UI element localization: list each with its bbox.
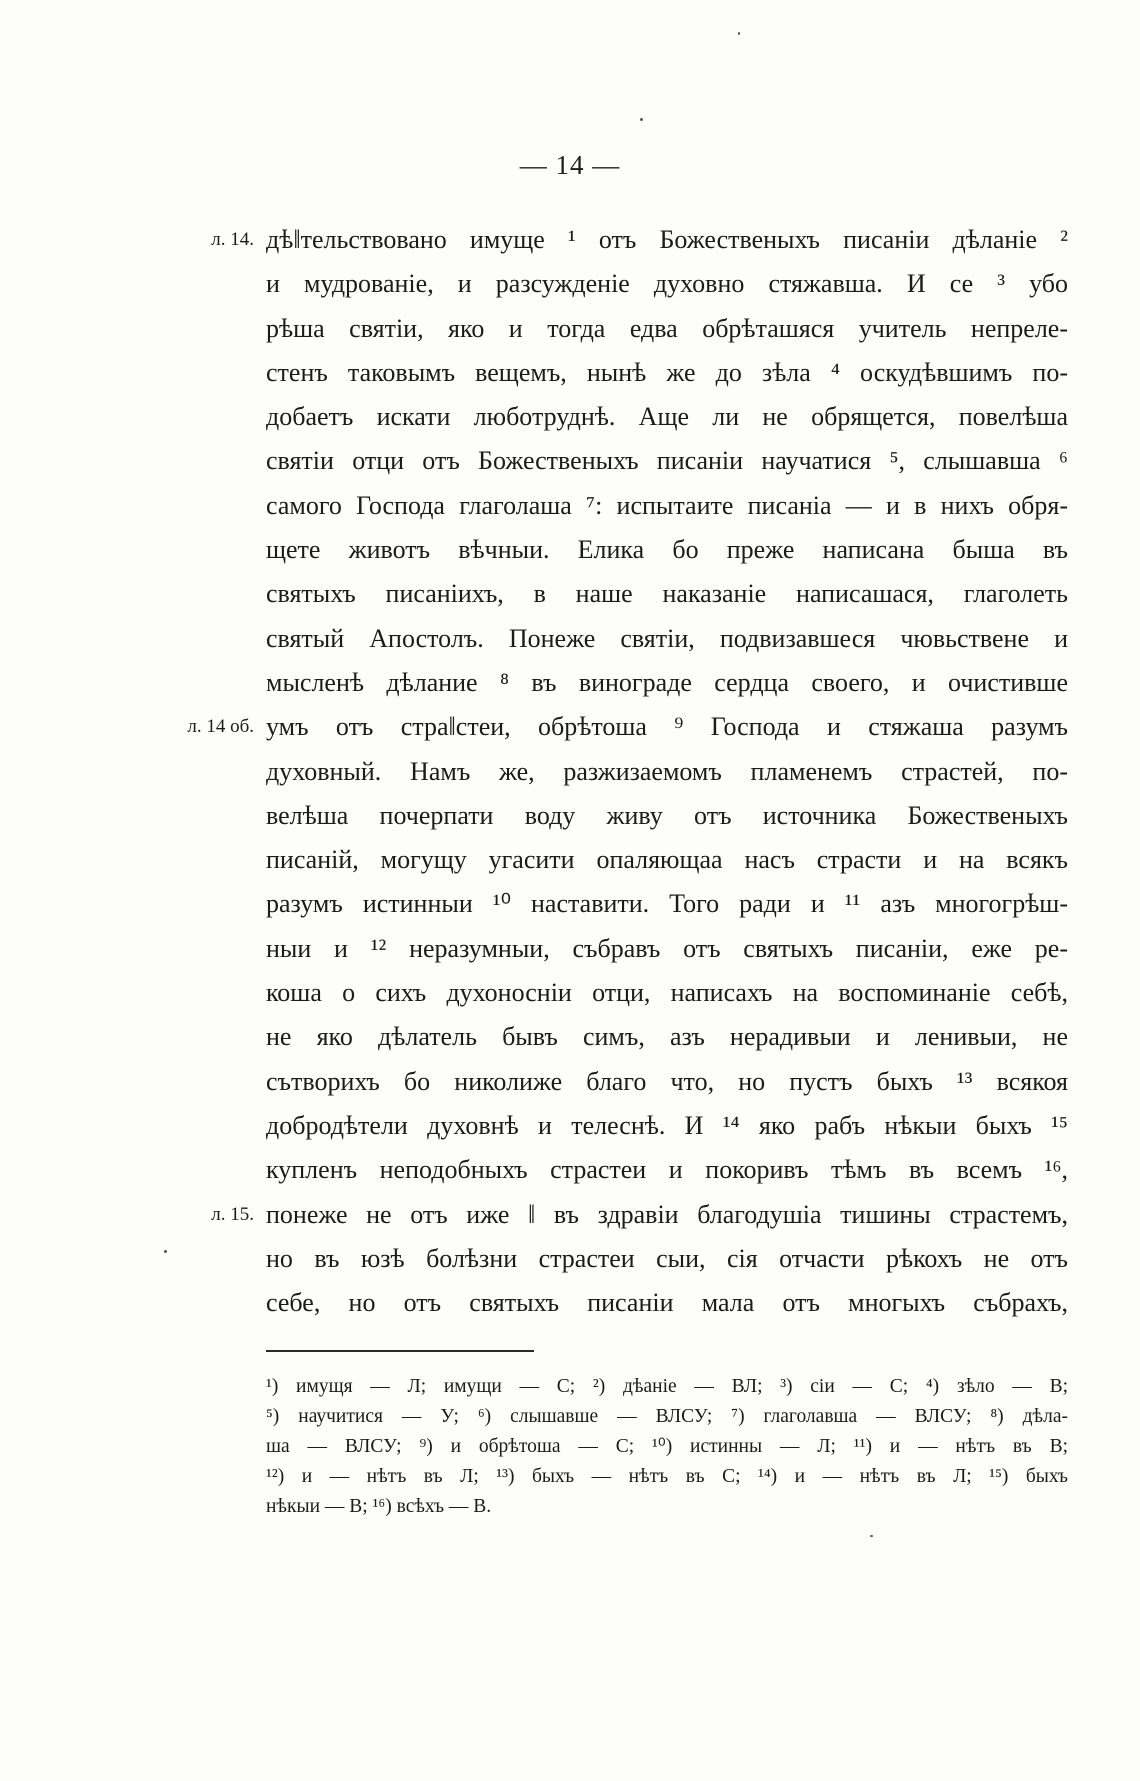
text-line — [266, 882, 1068, 926]
text-line-content: сътворихъ бо николиже благо что, но пустъ быхъ ¹³ всякоя — [266, 1066, 1068, 1096]
text-line-content: духовный. Намъ же, разжизаемомъ пламенемъ страстей, по- — [266, 756, 1068, 786]
text-line-content: святый Апостолъ. Понеже святіи, подвизавшеся чювьствене и — [266, 623, 1068, 653]
text-line — [266, 1237, 1068, 1281]
text-line-content: рѣша святіи, яко и тогда едва обрѣташяся учитель непреле- — [266, 313, 1068, 343]
text-line — [187, 705, 1068, 749]
text-line-content: добродѣтели духовнѣ и телеснѣ. И ¹⁴ яко рабъ нѣкыи быхъ ¹⁵ — [266, 1110, 1068, 1140]
main-text-block — [187, 218, 1068, 1325]
scan-speck — [738, 32, 740, 35]
text-line — [266, 1015, 1068, 1059]
text-line-content: коша о сихъ духоносніи отци, написахъ на воспоминаніе себѣ, — [266, 978, 1068, 1008]
text-line — [266, 1060, 1068, 1104]
text-line-content: умъ отъ стра‖стеи, обрѣтоша ⁹ Господа и стяжаша разумъ — [266, 712, 1068, 742]
footnote-separator — [266, 1350, 534, 1352]
text-line-content: дѣ‖тельствовано имущe ¹ отъ Божественыхъ писаніи дѣланіе ² — [266, 225, 1068, 254]
text-line-content: себе, но отъ святыхъ писаніи мала отъ многыхъ събрахъ, — [266, 1288, 1068, 1318]
footnote-line: ¹²) и — нѣтъ въ Л; ¹³) быхъ — нѣтъ въ С; ¹⁴) и — нѣтъ въ Л; ¹⁵) быхъ — [266, 1466, 1068, 1487]
text-line — [266, 971, 1068, 1015]
folio-marker: л. 14 об. — [187, 716, 254, 738]
text-line — [266, 572, 1068, 616]
text-line-content: святыхъ писаніихъ, в наше наказаніе написашася, глаголеть — [266, 579, 1068, 609]
text-line-content: не яко дѣлатель бывъ симъ, азъ нерадивыи и ленивыи, не — [266, 1022, 1068, 1052]
scan-speck — [640, 118, 643, 121]
text-line-content: понеже не отъ иже ‖ въ здравіи благодушіа тишины страстемъ, — [266, 1199, 1068, 1229]
page-number: — 14 — — [519, 150, 621, 180]
text-line — [266, 927, 1068, 971]
text-line — [266, 661, 1068, 705]
scan-speck — [870, 1535, 873, 1537]
text-line — [266, 794, 1068, 838]
text-line-content: добаетъ искати люботруднѣ. Аще ли не обрящется, повелѣша — [266, 402, 1068, 432]
text-line — [266, 395, 1068, 439]
text-line — [266, 528, 1068, 572]
text-line-content: ныи и ¹² неразумныи, събравъ отъ святыхъ писаніи, еже ре- — [266, 933, 1068, 963]
text-line — [266, 262, 1068, 306]
text-line — [211, 1193, 1068, 1237]
text-line-content: стенъ таковымъ вещемъ, нынѣ же до зѣла ⁴ оскудѣвшимъ по- — [266, 357, 1068, 387]
text-line — [211, 218, 1068, 262]
footnote-line: ⁵) научитися — У; ⁶) слышавше — ВЛСУ; ⁷) глаголавша — ВЛСУ; ⁸) дѣла- — [266, 1406, 1068, 1427]
text-line — [266, 750, 1068, 794]
footnote-line: ¹) имущя — Л; имущи — С; ²) дѣаніе — ВЛ; ³) сіи — С; ⁴) зѣло — В; — [266, 1376, 1068, 1397]
text-line — [266, 484, 1068, 528]
text-line-content: разумъ истинныи ¹⁰ наставити. Того ради и ¹¹ азъ многогрѣш- — [266, 889, 1068, 919]
text-line-content: и мудрованіе, и разсужденіе духовно стяжавша. И се ³ убо — [266, 269, 1068, 299]
text-line-content: святіи отци отъ Божественыхъ писаніи научатися ⁵, слышавша ⁶ — [266, 446, 1068, 476]
text-line-content: писаній, могущу угасити опаляющаа насъ страсти и на всякъ — [266, 845, 1068, 875]
text-line — [266, 439, 1068, 483]
text-line-content: купленъ неподобныхъ страстеи и покоривъ тѣмъ въ всемъ ¹⁶, — [266, 1155, 1068, 1185]
text-line-content: велѣша почерпати воду живу отъ источника Божественыхъ — [266, 800, 1068, 830]
folio-marker: л. 15. — [211, 1203, 254, 1225]
text-line — [266, 1281, 1068, 1325]
text-line — [266, 307, 1068, 351]
text-line — [266, 1148, 1068, 1192]
text-line — [266, 1104, 1068, 1148]
text-line-content: самого Господа глаголаша ⁷: испытаите писаніа — и в нихъ обря- — [266, 490, 1068, 520]
footnotes-block — [266, 1372, 1068, 1522]
footnote-line: нѣкыи — В; ¹⁶) всѣхъ — В. — [266, 1496, 492, 1517]
text-line — [266, 617, 1068, 661]
footnote-line: ша — ВЛСУ; ⁹) и обрѣтоша — С; ¹⁰) истинны — Л; ¹¹) и — нѣтъ въ В; — [266, 1436, 1068, 1457]
text-line-content: но въ юзѣ болѣзни страстеи сыи, сія отчасти рѣкохъ не отъ — [266, 1243, 1068, 1273]
text-line-content: щете животъ вѣчныи. Елика бо преже написана быша въ — [266, 535, 1068, 565]
folio-marker: л. 14. — [211, 229, 254, 250]
text-line-content: мысленѣ дѣлание ⁸ въ винограде сердца своего, и очистивше — [266, 667, 1068, 697]
text-line — [266, 351, 1068, 395]
scan-speck — [164, 1250, 167, 1253]
text-line — [266, 838, 1068, 882]
